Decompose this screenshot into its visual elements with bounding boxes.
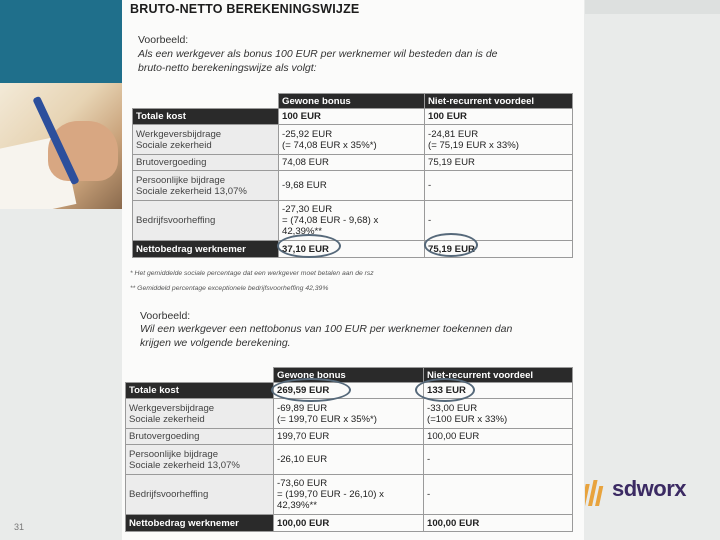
table-row [133, 201, 573, 241]
row-label-cell [133, 125, 279, 155]
row-label: Nettobedrag werknemer [136, 243, 246, 255]
row-label: Sociale zekerheid 13,07% [136, 185, 247, 197]
table-row [126, 399, 573, 429]
column-header: Niet-recurrent voordeel [424, 368, 573, 383]
cell-value: 100,00 EUR [427, 431, 480, 442]
column-header: Gewone bonus [279, 94, 425, 109]
row-label: Persoonlijke bijdrage [129, 448, 219, 460]
niet-recurrent-cell [425, 125, 573, 155]
table-row [133, 125, 573, 155]
table-row [133, 109, 573, 125]
cell-value: 100 EUR [282, 111, 321, 122]
column-header: Gewone bonus [274, 368, 424, 383]
slide-number: 31 [14, 522, 25, 532]
row-label-cell [133, 155, 279, 171]
gewone-bonus-cell [279, 171, 425, 201]
row-label: Werkgeversbijdrage [129, 402, 215, 414]
highlight-circle [424, 233, 478, 257]
row-label-cell [126, 429, 274, 445]
row-label: Bedrijfsvoorheffing [136, 215, 216, 226]
highlight-circle [271, 378, 351, 402]
row-label: Werkgeversbijdrage [136, 128, 222, 140]
gewone-bonus-cell [279, 109, 425, 125]
cell-value: - [427, 489, 431, 500]
cell-value: 133 EUR [427, 385, 466, 396]
table-header-row [126, 368, 573, 383]
table-row [133, 241, 573, 258]
niet-recurrent-cell [425, 171, 573, 201]
row-label-cell [126, 475, 274, 515]
cell-value: -25,92 EUR [282, 128, 333, 140]
example2-label: Voorbeeld: [140, 310, 191, 322]
gewone-bonus-cell [279, 125, 425, 155]
niet-recurrent-cell [424, 515, 573, 532]
document-title: BRUTO-NETTO BEREKENINGSWIJZE [130, 2, 360, 16]
calculation-table-1 [132, 93, 573, 258]
niet-recurrent-cell [425, 155, 573, 171]
example1-line1: Als een werkgever als bonus 100 EUR per werknemer wil besteden dan is de [138, 48, 498, 60]
gewone-bonus-cell [274, 429, 424, 445]
header-blank-cell [133, 94, 279, 109]
niet-recurrent-cell [424, 475, 573, 515]
cell-value: - [427, 454, 431, 465]
top-band [585, 0, 720, 14]
table-row [126, 475, 573, 515]
cell-value: (=100 EUR x 33%) [427, 413, 508, 425]
cell-value: -69,89 EUR [277, 402, 328, 414]
highlight-circle [415, 378, 475, 402]
header-photo [0, 83, 122, 209]
table-row [126, 429, 573, 445]
niet-recurrent-cell [424, 429, 573, 445]
cell-value: -9,68 EUR [282, 180, 327, 191]
row-label: Totale kost [136, 111, 186, 122]
row-label: Nettobedrag werknemer [129, 517, 239, 529]
row-label-cell [126, 515, 274, 532]
row-label-cell [133, 171, 279, 201]
gewone-bonus-cell [274, 515, 424, 532]
row-label: Persoonlijke bijdrage [136, 174, 226, 186]
column-header: Niet-recurrent voordeel [425, 94, 573, 109]
cell-value: -73,60 EUR [277, 478, 328, 489]
row-label-cell [126, 399, 274, 429]
cell-value: 199,70 EUR [277, 431, 330, 442]
row-label-cell [133, 109, 279, 125]
cell-value: (= 74,08 EUR x 35%*) [282, 139, 377, 151]
cell-value: = (74,08 EUR - 9,68) x [282, 215, 379, 226]
row-label: Sociale zekerheid [129, 413, 205, 425]
example2-line1: Wil een werkgever een nettobonus van 100 EUR per werknemer toekennen dan [140, 323, 513, 335]
cell-value: -24,81 EUR [428, 128, 479, 140]
row-label: Bedrijfsvoorheffing [129, 489, 209, 500]
footnote-2: ** Gemiddeld percentage exceptionele bedrijfsvoorheffing 42,39% [130, 285, 329, 292]
gewone-bonus-cell [279, 155, 425, 171]
cell-value: - [428, 215, 432, 226]
row-label: Brutovergoeding [129, 431, 200, 442]
cell-value: 100 EUR [428, 111, 467, 122]
cell-value: (= 75,19 EUR x 33%) [428, 139, 519, 151]
example1-label: Voorbeeld: [138, 34, 189, 46]
footnote-1: * Het gemiddelde sociale percentage dat een werkgever moet betalen aan de rsz [130, 270, 374, 277]
header-blank-cell [126, 368, 274, 383]
row-label: Sociale zekerheid [136, 139, 212, 151]
cell-value: 42,39%** [282, 226, 323, 237]
cell-value: -33,00 EUR [427, 402, 478, 414]
cell-value: 100,00 EUR [427, 517, 480, 529]
cell-value: 269,59 EUR [277, 385, 330, 396]
row-label-cell [126, 445, 274, 475]
cell-value: 75,19 EUR [428, 243, 475, 255]
cell-value: -26,10 EUR [277, 454, 328, 465]
cell-value: - [428, 180, 432, 191]
gewone-bonus-cell [274, 475, 424, 515]
example2-line2: krijgen we volgende berekening. [140, 337, 291, 349]
niet-recurrent-cell [425, 109, 573, 125]
niet-recurrent-cell [424, 445, 573, 475]
gewone-bonus-cell [274, 445, 424, 475]
cell-value: 42,39%** [277, 500, 318, 511]
table-row [126, 515, 573, 532]
table-row [133, 155, 573, 171]
cell-value: -27,30 EUR [282, 204, 333, 215]
cell-value: 37,10 EUR [282, 243, 329, 255]
row-label: Brutovergoeding [136, 157, 207, 168]
cell-value: 100,00 EUR [277, 517, 330, 529]
cell-value: 74,08 EUR [282, 157, 329, 168]
row-label: Sociale zekerheid 13,07% [129, 459, 240, 471]
row-label: Totale kost [129, 385, 179, 396]
accent-block [0, 0, 122, 83]
table-row [133, 171, 573, 201]
table-row [126, 445, 573, 475]
gewone-bonus-cell [274, 399, 424, 429]
cell-value: = (199,70 EUR - 26,10) x [277, 489, 384, 500]
highlight-circle [277, 234, 341, 258]
table-header-row [133, 94, 573, 109]
cell-value: 75,19 EUR [428, 157, 475, 168]
row-label-cell [126, 383, 274, 399]
logo-text: sdworx [612, 476, 687, 501]
cell-value: (= 199,70 EUR x 35%*) [277, 413, 377, 425]
niet-recurrent-cell [424, 399, 573, 429]
example1-line2: bruto-netto berekeningswijze als volgt: [138, 62, 317, 74]
row-label-cell [133, 201, 279, 241]
row-label-cell [133, 241, 279, 258]
